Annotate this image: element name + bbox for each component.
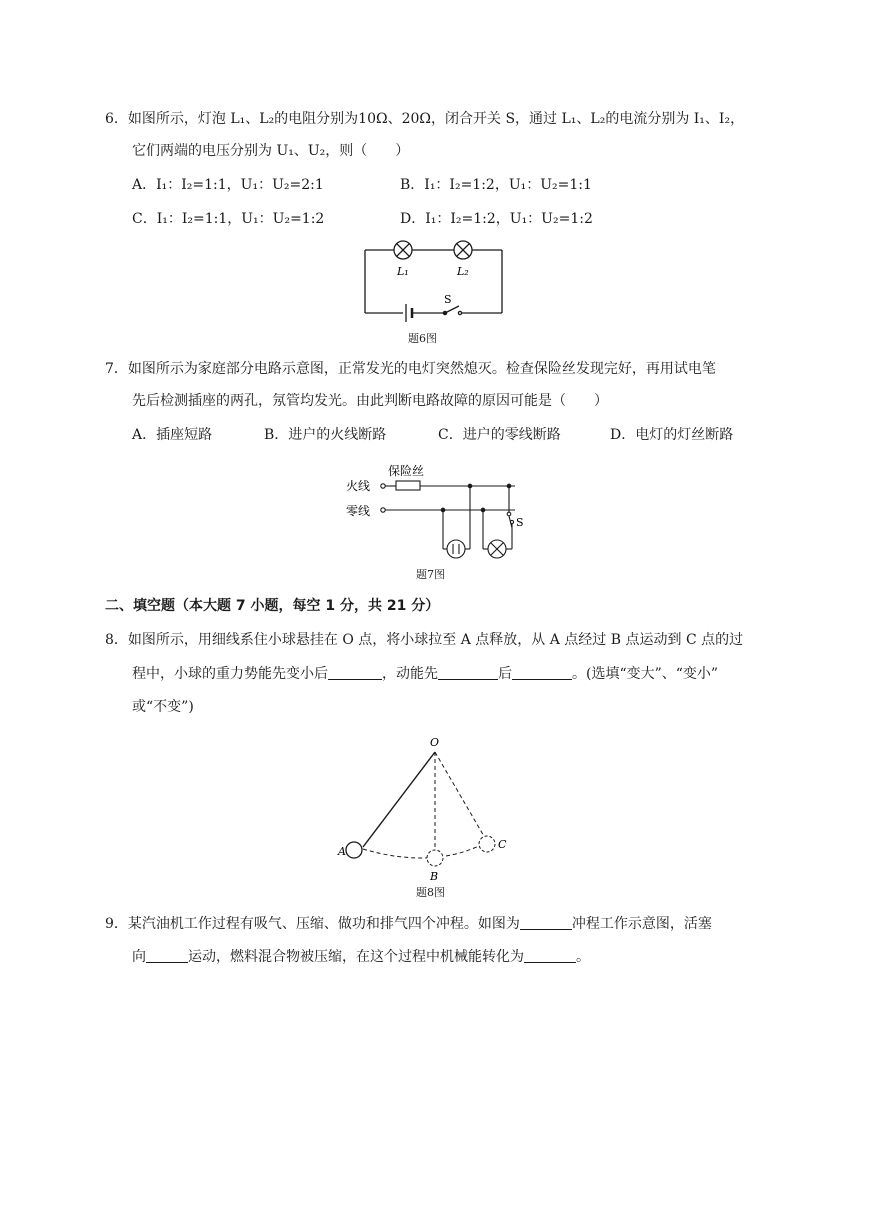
q9-text-part3: 向 [132,949,146,965]
q8-text-part3: 后 [498,666,512,682]
q7-label-live: 火线 [346,479,371,493]
q7-option-d: D．电灯的灯丝断路 [610,427,734,443]
q9-blank-2[interactable] [146,948,188,963]
section-fill-in-heading: 二、填空题（本大题 7 小题，每空 1 分，共 21 分） [105,598,440,614]
q9-text-part2: 冲程工作示意图，活塞 [571,916,712,932]
fuse-icon [396,481,420,490]
q7-option-c: C．进户的零线断路 [438,427,561,443]
q9-text-part5: 。 [576,949,590,965]
q8-stem-line1: 8．如图所示，用细线系住小球悬挂在 O 点，将小球拉至 A 点释放，从 A 点经过 B 点运动到 C 点的过 [105,632,744,648]
q8-pendulum-diagram [338,732,520,883]
q6-stem-line2: 它们两端的电压分别为 U₁、U₂，则（ ） [132,143,410,159]
q9-text-part4: 运动，燃料混合物被压缩，在这个过程中机械能转化为 [188,949,524,965]
q7-stem-line1: 7．如图所示为家庭部分电路示意图，正常发光的电灯突然熄灭。检查保险丝发现完好，再用试电笔 [105,361,716,377]
string-to-a [363,752,435,847]
q8-label-c: C [498,838,507,851]
q9-blank-3[interactable] [524,948,576,963]
q6-label-l1: L₁ [397,265,409,278]
q6-stem-line1: 6．如图所示，灯泡 L₁、L₂的电阻分别为10Ω、20Ω，闭合开关 S，通过 L₁、L₂的电流分别为 I₁、I₂， [105,111,745,127]
q6-option-c: C．I₁：I₂=1:1，U₁：U₂=1:2 [132,211,325,227]
q9-stem-line1 [105,914,712,934]
q8-label-b: B [430,870,439,883]
q7-option-a: A．插座短路 [132,427,213,443]
q8-text-part4: 。(选填“变大”、“变小” [572,666,719,682]
q8-text-part2: ，动能先 [382,666,438,682]
ball-b-icon [427,850,443,866]
q7-household-circuit-diagram [340,458,530,568]
q7-label-fuse: 保险丝 [388,464,425,478]
q7-figure-caption: 题7图 [416,568,445,581]
q6-option-b: B．I₁：I₂=1:2，U₁：U₂=1:1 [400,177,592,193]
string-to-c [435,752,485,838]
q6-figure-caption: 题6图 [408,332,437,345]
q8-blank-2[interactable] [438,665,498,680]
ball-a-icon [346,842,362,858]
q6-circuit-diagram [360,240,510,330]
q9-text-part1: 9．某汽油机工作过程有吸气、压缩、做功和排气四个冲程。如图为 [105,916,520,932]
q8-stem-line3: 或“不变”) [132,699,194,715]
q6-option-a: A．I₁：I₂=1:1，U₁：U₂=2:1 [132,177,324,193]
q8-text-part1: 程中，小球的重力势能先变小后 [132,666,328,682]
q8-blank-1[interactable] [328,665,382,680]
q8-blank-3[interactable] [512,665,572,680]
q8-stem-line2 [132,664,718,684]
q9-blank-1[interactable] [520,915,572,930]
q8-label-a: A [338,845,346,858]
q8-label-o: O [430,736,440,749]
switch-blade [445,306,459,313]
q6-option-d: D．I₁：I₂=1:2，U₁：U₂=1:2 [400,211,593,227]
ball-path-arc [363,842,487,858]
q9-stem-line2 [132,947,590,967]
ball-c-icon [479,836,495,852]
socket-icon [447,540,465,558]
q6-label-s: S [444,293,452,306]
q7-label-s: S [516,516,524,529]
q6-label-l2: L₂ [457,265,469,278]
q7-label-neutral: 零线 [346,504,371,518]
q8-figure-caption: 题8图 [416,886,445,899]
q7-option-b: B．进户的火线断路 [264,427,387,443]
q7-stem-line2: 先后检测插座的两孔，氖管均发光。由此判断电路故障的原因可能是（ ） [132,393,608,409]
